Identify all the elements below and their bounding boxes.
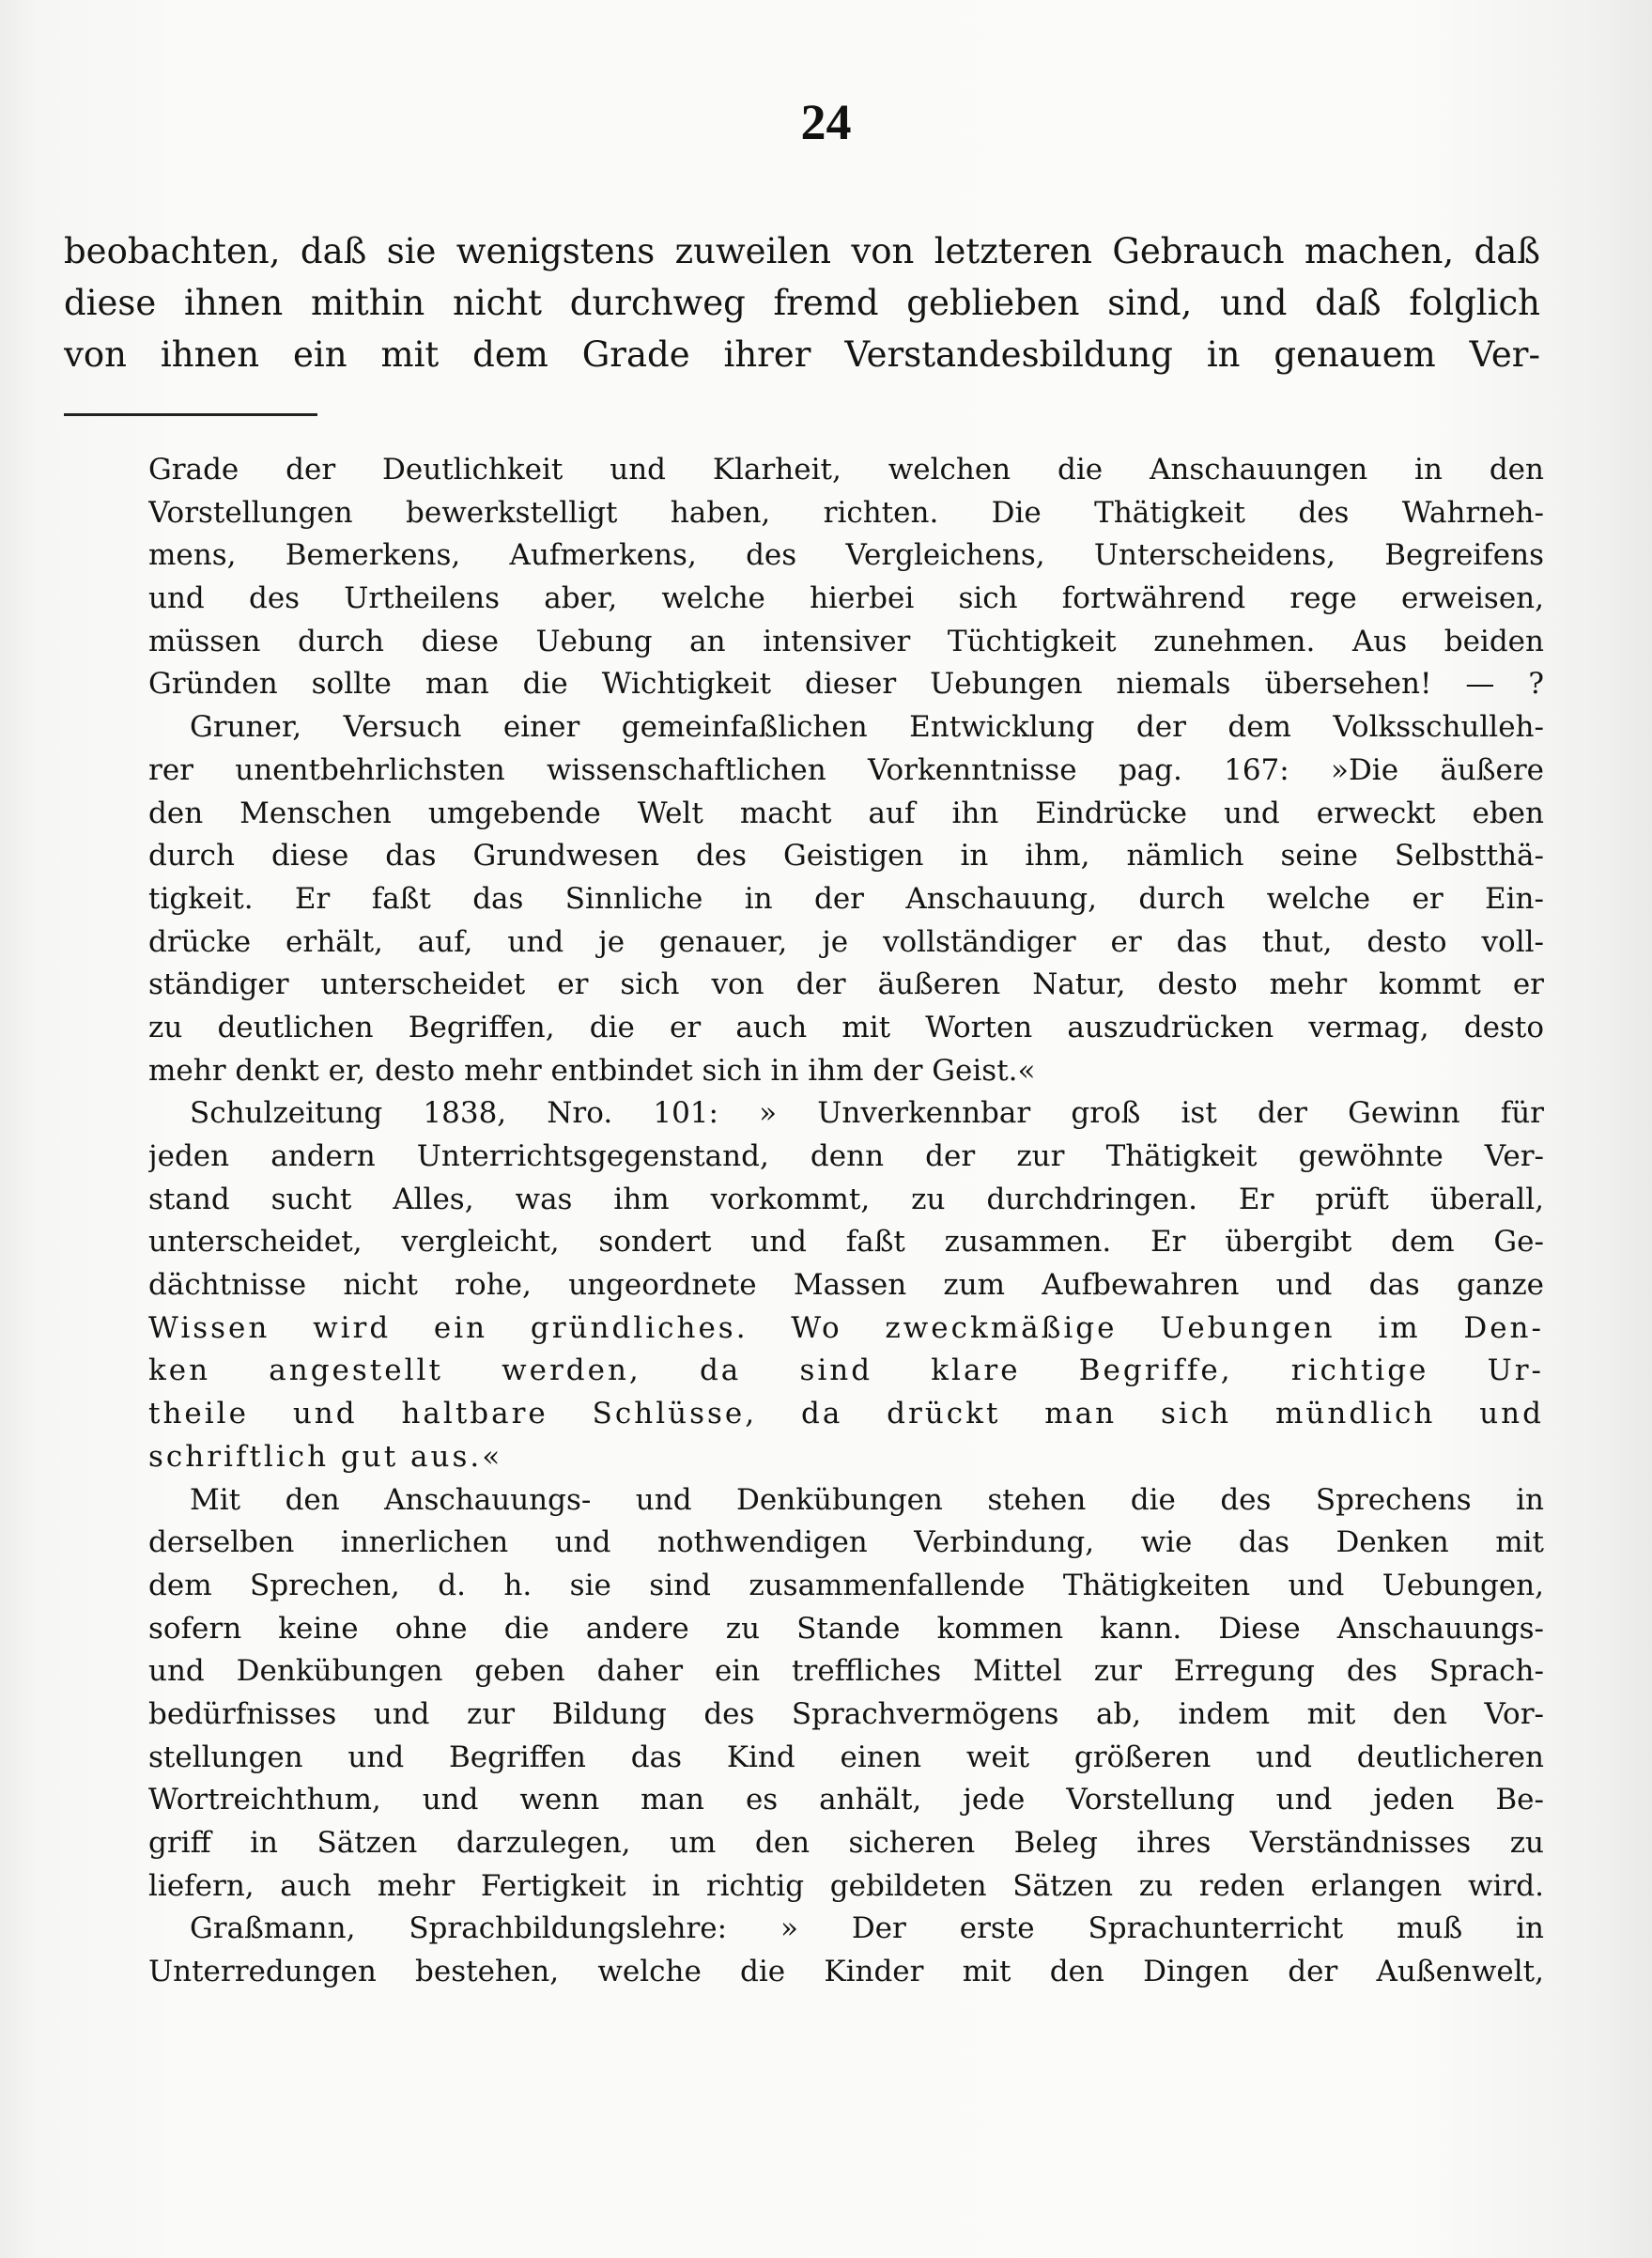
footnote-line: unterscheidet, vergleicht, sondert und faßt zusammen. Er übergibt dem Ge- xyxy=(148,1225,1544,1260)
footnote-line: ken angestellt werden, da sind klare Begriffe, richtige Ur- xyxy=(148,1353,1544,1388)
footnote-line: dächtnisse nicht rohe, ungeordnete Massen zum Aufbewahren und das ganze xyxy=(148,1268,1544,1303)
footnote-line: Gründen sollte man die Wichtigkeit dieser Uebungen niemals übersehen! — ? xyxy=(148,667,1544,702)
footnote-line: griff in Sätzen darzulegen, um den sicheren Beleg ihres Verständnisses zu xyxy=(148,1826,1544,1860)
footnote-line: theile und haltbare Schlüsse, da drückt man sich mündlich und xyxy=(148,1397,1544,1431)
footnote-line: stand sucht Alles, was ihm vorkommt, zu durchdringen. Er prüft überall, xyxy=(148,1182,1544,1216)
footnote-line: und des Urtheilens aber, welche hierbei sich fortwährend rege erweisen, xyxy=(148,581,1544,616)
page-number: 24 xyxy=(800,94,852,150)
main-text-line: beobachten, daß sie wenigstens zuweilen von letzteren Gebrauch machen, daß xyxy=(64,231,1540,271)
footnote-separator-rule xyxy=(64,413,317,416)
footnote-line: stellungen und Begriffen das Kind einen weit größeren und deutlicheren xyxy=(148,1740,1544,1774)
footnote-line: Mit den Anschauungs- und Denkübungen stehen die des Sprechens in xyxy=(190,1482,1544,1517)
footnote-line: sofern keine ohne die andere zu Stande kommen kann. Diese Anschauungs- xyxy=(148,1611,1544,1646)
footnote-line: den Menschen umgebende Welt macht auf ihn Eindrücke und erweckt eben xyxy=(148,796,1544,830)
footnote-line: dem Sprechen, d. h. sie sind zusammenfallende Thätigkeiten und Uebungen, xyxy=(148,1568,1544,1602)
footnote-line: Schulzeitung 1838, Nro. 101: » Unverkennbar groß ist der Gewinn für xyxy=(190,1096,1544,1131)
main-text-line: von ihnen ein mit dem Grade ihrer Verstandesbildung in genauem Ver- xyxy=(64,334,1540,375)
footnote-line: durch diese das Grundwesen des Geistigen in ihm, nämlich seine Selbstthä- xyxy=(148,839,1544,874)
footnote-line: und Denkübungen geben daher ein treffliches Mittel zur Erregung des Sprach- xyxy=(148,1654,1544,1689)
footnote-text-block xyxy=(148,449,1544,1994)
footnote-line: schriftlich gut aus.« xyxy=(148,1439,503,1474)
footnote-line: liefern, auch mehr Fertigkeit in richtig gebildeten Sätzen zu reden erlangen wird. xyxy=(148,1868,1544,1903)
footnote-line: jeden andern Unterrichtsgegenstand, denn der zur Thätigkeit gewöhnte Ver- xyxy=(148,1139,1544,1173)
footnote-line: Vorstellungen bewerkstelligt haben, richten. Die Thätigkeit des Wahrneh- xyxy=(148,495,1544,530)
main-text-line: diese ihnen mithin nicht durchweg fremd geblieben sind, und daß folglich xyxy=(64,283,1540,323)
footnote-line: Graßmann, Sprachbildungslehre: » Der erste Sprachunterricht muß in xyxy=(190,1911,1544,1946)
footnote-line: Gruner, Versuch einer gemeinfaßlichen Entwicklung der dem Volksschulleh- xyxy=(190,710,1544,745)
footnote-line: ständiger unterscheidet er sich von der äußeren Natur, desto mehr kommt er xyxy=(148,967,1544,1002)
footnote-line: derselben innerlichen und nothwendigen Verbindung, wie das Denken mit xyxy=(148,1525,1544,1560)
footnote-line: mehr denkt er, desto mehr entbindet sich in ihm der Geist.« xyxy=(148,1053,1036,1088)
footnote-line: zu deutlichen Begriffen, die er auch mit Worten auszudrücken vermag, desto xyxy=(148,1010,1544,1044)
footnote-line: Unterredungen bestehen, welche die Kinder mit den Dingen der Außenwelt, xyxy=(148,1955,1544,1989)
footnote-line: Wortreichthum, und wenn man es anhält, jede Vorstellung und jeden Be- xyxy=(148,1783,1544,1817)
footnote-line: Wissen wird ein gründliches. Wo zweckmäßige Uebungen im Den- xyxy=(148,1310,1544,1345)
footnote-line: mens, Bemerkens, Aufmerkens, des Vergleichens, Unterscheidens, Begreifens xyxy=(148,538,1544,573)
footnote-line: müssen durch diese Uebung an intensiver Tüchtigkeit zunehmen. Aus beiden xyxy=(148,624,1544,658)
footnote-line: drücke erhält, auf, und je genauer, je vollständiger er das thut, desto voll- xyxy=(148,924,1544,959)
footnote-line: rer unentbehrlichsten wissenschaftlichen Vorkenntnisse pag. 167: »Die äußere xyxy=(148,752,1544,787)
main-text-block xyxy=(64,225,1540,380)
footnote-line: tigkeit. Er faßt das Sinnliche in der Anschauung, durch welche er Ein- xyxy=(148,881,1544,916)
footnote-line: Grade der Deutlichkeit und Klarheit, welchen die Anschauungen in den xyxy=(148,453,1544,487)
footnote-line: bedürfnisses und zur Bildung des Sprachvermögens ab, indem mit den Vor- xyxy=(148,1696,1544,1731)
